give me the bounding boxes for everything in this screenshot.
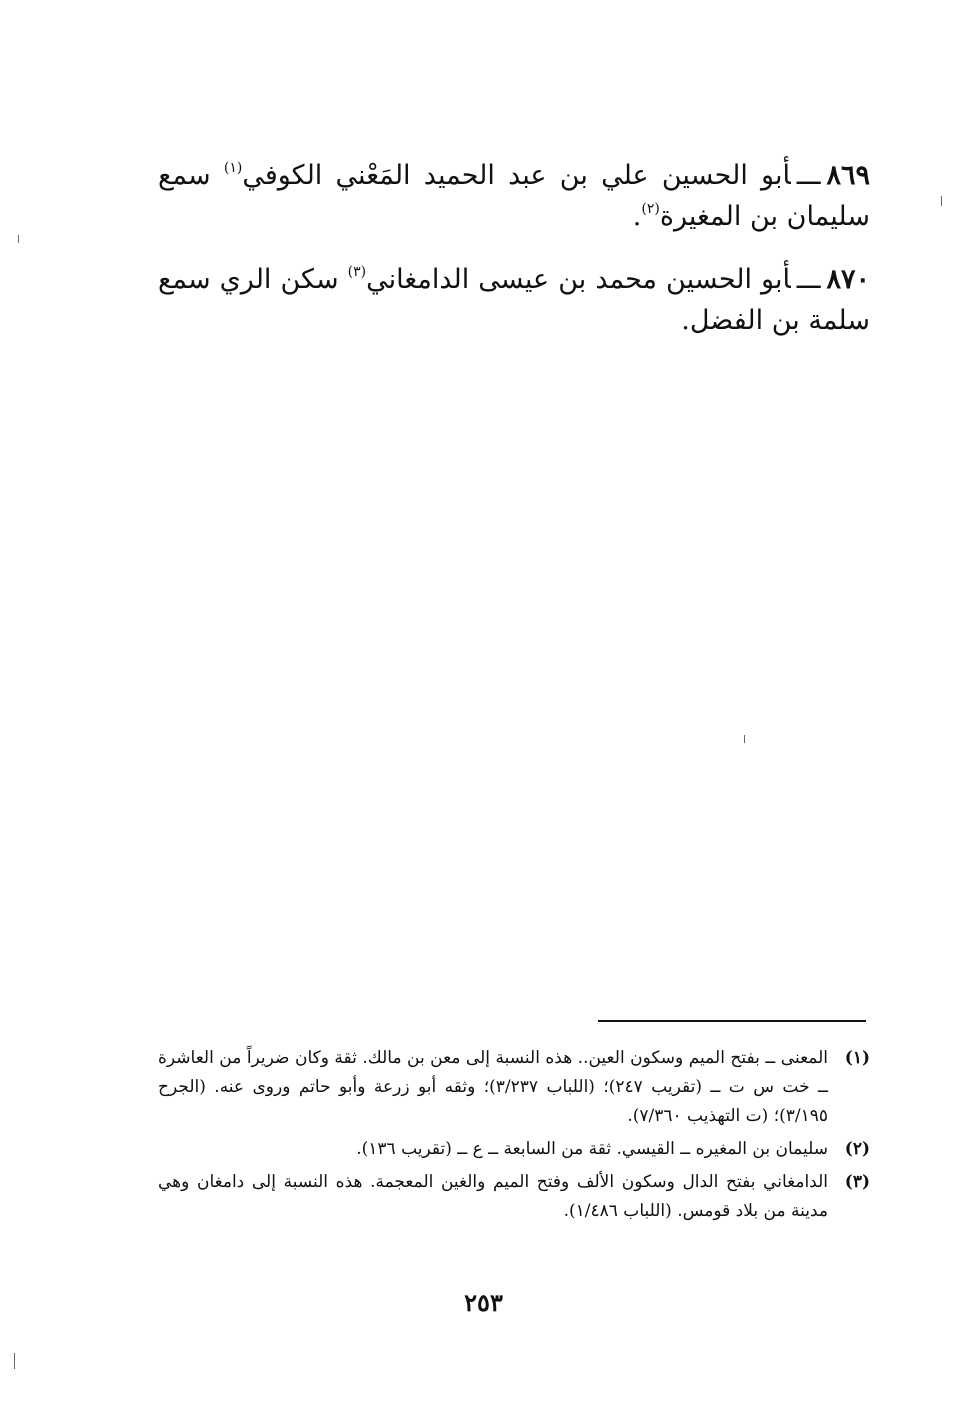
footnote-text: المعنى ــ بفتح الميم وسكون العين.. هذه النسبة إلى معن بن مالك. ثقة وكان ضريراً من العاشرة ــ خت س ت ــ (تقريب ٢٤٧)؛ (اللباب ٣/٢٣٧)؛ وثقه أبو زرعة وأبو حاتم وروى عنه. (الجرح ٣/١٩٥)؛ (ت التهذيب ٧/٣٦٠).: [158, 1048, 828, 1126]
footnote-ref-3: (٣): [347, 264, 367, 280]
scan-artifact: [18, 235, 19, 243]
entry-dash: ـــ: [796, 264, 821, 295]
entry-text-end: سكن الري سمع سلمة بن الفضل.: [158, 264, 870, 336]
entry-text-end: .: [632, 201, 642, 232]
entry-870: [158, 259, 870, 341]
footnote-1: [158, 1044, 870, 1131]
scan-artifact: [941, 196, 942, 206]
entry-number: ٨٧٠: [826, 264, 870, 295]
footnote-separator: [598, 1020, 866, 1022]
entry-text-middle: سمع سليمان بن المغيرة: [158, 160, 870, 232]
scan-artifact: [14, 1353, 15, 1369]
footnotes-section: [158, 1044, 870, 1230]
footnote-3: [158, 1168, 870, 1226]
footnote-ref-2: (٢): [641, 201, 660, 217]
footnote-marker: (٣): [844, 1172, 870, 1192]
entry-dash: ـــ: [796, 160, 821, 191]
footnote-text: سليمان بن المغيره ــ القيسي. ثقة من السابعة ــ ع ــ (تقريب ١٣٦).: [356, 1139, 828, 1159]
footnote-ref-1: (١): [223, 160, 243, 176]
footnote-2: [158, 1135, 870, 1164]
entry-text: أبو الحسين علي بن عبد الحميد المَعْني الكوفي: [242, 160, 791, 191]
entry-number: ٨٦٩: [826, 160, 870, 191]
footnote-marker: (١): [844, 1048, 870, 1068]
footnote-marker: (٢): [844, 1139, 870, 1159]
entry-869: [158, 155, 870, 237]
page-number: ٢٥٣: [464, 1288, 503, 1317]
entry-text: أبو الحسين محمد بن عيسى الدامغاني: [366, 264, 791, 295]
scan-artifact: [744, 735, 745, 743]
footnote-text: الدامغاني بفتح الدال وسكون الألف وفتح الميم والغين المعجمة. هذه النسبة إلى دامغان وهي مدينة من بلاد قومس. (اللباب ١/٤٨٦).: [158, 1172, 828, 1221]
